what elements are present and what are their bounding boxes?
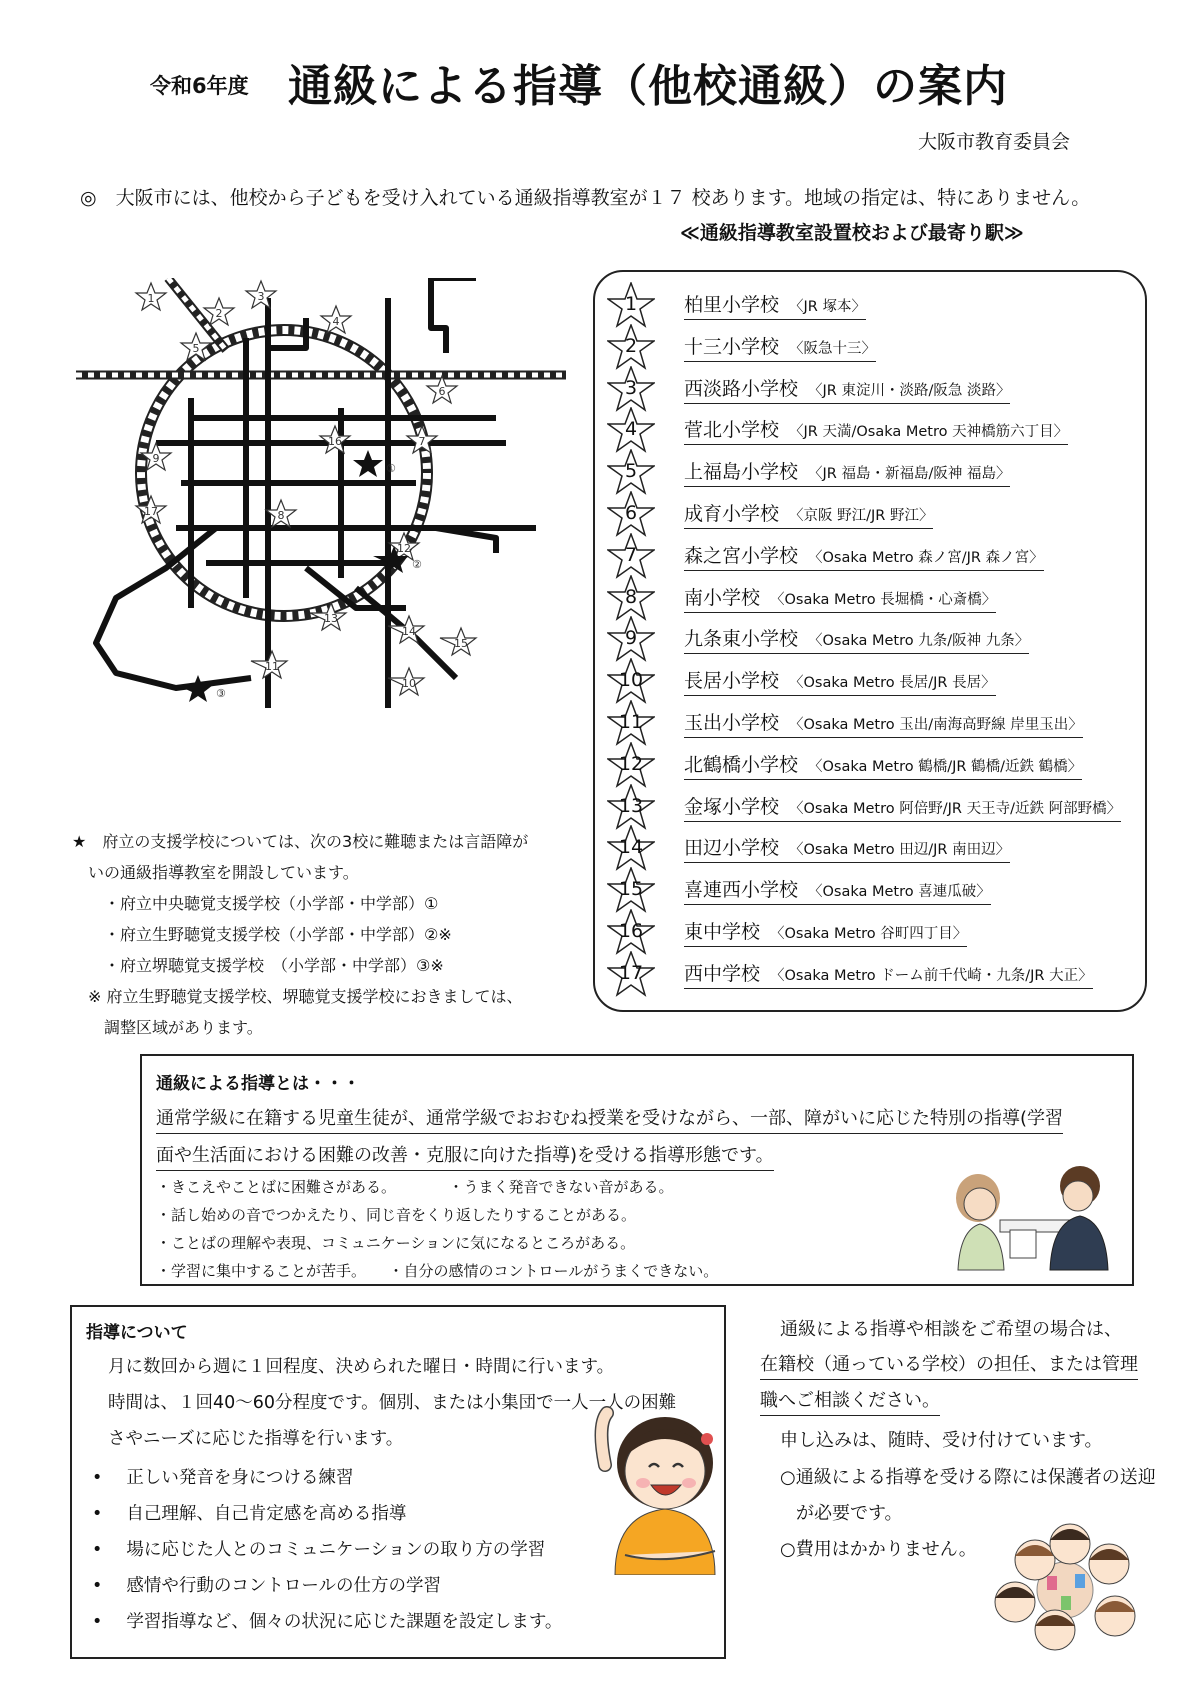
school-number: 16	[618, 920, 644, 942]
map-label-10: 10	[402, 677, 416, 690]
school-name: 長居小学校	[684, 670, 780, 693]
school-station: 〈JR 塚本〉	[789, 299, 866, 315]
school-list	[607, 282, 1137, 1002]
school-entry	[684, 374, 1010, 404]
school-name: 西淡路小学校	[684, 377, 799, 400]
support-note-line: ・府立中央聴覚支援学校（小学部・中学部）①	[72, 894, 439, 913]
school-entry	[684, 624, 1029, 654]
support-mark-2: ②	[412, 558, 422, 571]
school-entry	[684, 959, 1093, 989]
support-note-line: ★ 府立の支援学校については、次の3校に難聴または言語障が	[72, 832, 529, 851]
school-name: 菅北小学校	[684, 419, 780, 442]
school-list-caption: ≪通級指導教室設置校および最寄り駅≫	[680, 222, 1024, 244]
school-station: 〈Osaka Metro 鶴橋/JR 鶴橋/近鉄 鶴橋〉	[808, 758, 1083, 775]
map-label-6: 6	[438, 385, 446, 398]
map-label-1: 1	[147, 292, 155, 305]
guidance-item-text: 自己理解、自己肯定感を高める指導	[126, 1504, 407, 1524]
map-label-12: 12	[397, 542, 411, 555]
map-label-15: 15	[454, 637, 468, 650]
guidance-item: • 学習指導など、個々の状況に応じた課題を設定します。	[92, 1612, 563, 1632]
map-label-11: 11	[265, 660, 279, 673]
intro-text: ◎ 大阪市には、他校から子どもを受け入れている通級指導教室が１７ 校あります。地域の指定は、特にありません。	[80, 187, 1091, 209]
school-number: 14	[618, 836, 644, 859]
contact-line-1: 通級による指導や相談をご希望の場合は、	[780, 1319, 1122, 1340]
contact-line-3: 職へご相談ください。	[760, 1386, 940, 1416]
support-note-line: ・府立生野聴覚支援学校（小学部・中学部）②※	[72, 925, 452, 944]
definition-title: 通級による指導とは・・・	[156, 1074, 360, 1094]
guidance-item-text: 感情や行動のコントロールの仕方の学習	[126, 1576, 441, 1596]
school-number: 2	[624, 334, 638, 357]
contact-line-7: ○費用はかかりません。	[780, 1539, 977, 1560]
school-number: 17	[618, 961, 644, 984]
guidance-item-text: 学習指導など、個々の状況に応じた課題を設定します。	[126, 1612, 563, 1632]
definition-line-2: 面や生活面における困難の改善・克服に向けた指導)を受ける指導形態です。	[156, 1141, 774, 1171]
school-entry	[684, 290, 866, 320]
map-label-2: 2	[215, 307, 223, 320]
map-label-17: 17	[144, 505, 158, 518]
school-station: 〈京阪 野江/JR 野江〉	[789, 508, 934, 524]
school-name: 柏里小学校	[684, 294, 780, 316]
guidance-line: 時間は、１回40～60分程度です。個別、または小集団で一人一人の困難	[108, 1393, 677, 1413]
school-number: 6	[624, 502, 638, 524]
school-entry	[684, 499, 933, 529]
support-mark-1: ①	[386, 462, 396, 475]
school-name: 九条東小学校	[684, 628, 799, 651]
support-school-markers	[177, 450, 409, 702]
school-number: 4	[624, 418, 638, 441]
support-mark-3: ③	[216, 687, 226, 700]
school-number: 10	[618, 669, 644, 692]
school-station: 〈Osaka Metro 長堀橋・心斎橋〉	[770, 591, 997, 608]
school-number: 1	[624, 293, 638, 315]
definition-bullet: ・話し始めの音でつかえたり、同じ音をくり返したりすることがある。	[156, 1206, 637, 1224]
children-circle-illustration	[985, 1520, 1145, 1655]
map-label-4: 4	[332, 315, 340, 328]
school-number: 7	[624, 543, 638, 566]
map-label-9: 9	[152, 452, 160, 465]
support-note-line: ・府立堺聴覚支援学校 （小学部・中学部）③※	[72, 956, 444, 975]
school-map	[76, 278, 576, 778]
school-entry	[684, 833, 1010, 863]
school-number: 5	[624, 460, 638, 483]
school-station: 〈Osaka Metro 玉出/南海高野線 岸里玉出〉	[789, 717, 1083, 733]
school-entry	[684, 875, 991, 905]
school-number: 13	[618, 794, 644, 817]
school-station: 〈JR 天満/Osaka Metro 天神橋筋六丁目〉	[789, 424, 1069, 441]
school-number: 12	[618, 752, 644, 775]
school-entry	[684, 457, 1010, 487]
school-station: 〈Osaka Metro 九条/阪神 九条〉	[808, 633, 1030, 650]
contact-line-5: ○通級による指導を受ける際には保護者の送迎	[780, 1467, 1156, 1488]
school-name: 成育小学校	[684, 503, 780, 525]
school-name: 北鶴橋小学校	[684, 753, 799, 776]
organization-name: 大阪市教育委員会	[918, 131, 1071, 153]
school-name: 上福島小学校	[684, 461, 799, 484]
school-name: 田辺小学校	[684, 837, 780, 860]
page-title: 通級による指導（他校通級）の案内	[288, 61, 1008, 112]
school-entry	[684, 750, 1082, 780]
guidance-title: 指導について	[86, 1323, 188, 1343]
school-station: 〈Osaka Metro 阿倍野/JR 天王寺/近鉄 阿部野橋〉	[789, 800, 1122, 817]
definition-bullet: ・学習に集中することが苦手。 ・自分の感情のコントロールがうまくできない。	[156, 1262, 719, 1280]
map-label-5: 5	[192, 342, 200, 355]
consultation-illustration	[930, 1160, 1120, 1280]
support-note-line: ※ 府立生野聴覚支援学校、堺聴覚支援学校におきましては、	[72, 987, 523, 1006]
school-number: 9	[624, 627, 638, 650]
school-station: 〈JR 福島・新福島/阪神 福島〉	[808, 466, 1011, 483]
school-number: 11	[618, 711, 644, 733]
school-entry	[684, 415, 1068, 445]
school-station: 〈JR 東淀川・淡路/阪急 淡路〉	[808, 382, 1011, 399]
map-label-3: 3	[257, 290, 265, 303]
support-note-line: 調整区域があります。	[72, 1018, 263, 1037]
guidance-item: • 正しい発音を身につける練習	[92, 1468, 354, 1488]
school-entry	[684, 792, 1121, 822]
guidance-line: 月に数回から週に１回程度、決められた曜日・時間に行います。	[108, 1357, 615, 1377]
contact-line-6: が必要です。	[796, 1503, 903, 1524]
school-entry	[684, 917, 967, 947]
contact-line-4: 申し込みは、随時、受け付けています。	[780, 1430, 1103, 1451]
title-prefix: 令和6年度	[150, 74, 249, 98]
school-entry	[684, 666, 996, 696]
map-label-16: 16	[328, 435, 342, 448]
school-entry	[684, 332, 876, 362]
child-illustration	[585, 1405, 735, 1575]
school-station: 〈Osaka Metro 喜連瓜破〉	[808, 884, 991, 901]
guidance-line: さやニーズに応じた指導を行います。	[108, 1429, 404, 1449]
map-label-8: 8	[277, 509, 285, 522]
school-name: 喜連西小学校	[684, 879, 799, 902]
school-station: 〈Osaka Metro 長居/JR 長居〉	[789, 675, 996, 692]
school-name: 十三小学校	[684, 335, 780, 358]
school-number: 8	[624, 585, 638, 608]
map-label-14: 14	[402, 625, 416, 638]
school-station: 〈Osaka Metro 谷町四丁目〉	[770, 926, 968, 942]
school-name: 金塚小学校	[684, 795, 780, 818]
support-note-line: いの通級指導教室を開設しています。	[72, 863, 359, 882]
support-schools-note	[72, 826, 592, 1043]
school-station: 〈Osaka Metro 森ノ宮/JR 森ノ宮〉	[808, 549, 1044, 566]
school-station: 〈Osaka Metro ドーム前千代崎・九条/JR 大正〉	[770, 967, 1093, 984]
guidance-item-text: 場に応じた人とのコミュニケーションの取り方の学習	[126, 1540, 546, 1560]
contact-line-2: 在籍校（通っている学校）の担任、または管理	[760, 1350, 1138, 1380]
school-station: 〈Osaka Metro 田辺/JR 南田辺〉	[789, 842, 1011, 859]
school-entry	[684, 541, 1044, 571]
school-number: 15	[618, 878, 644, 901]
school-name: 玉出小学校	[684, 712, 780, 734]
school-station: 〈阪急十三〉	[789, 340, 877, 357]
guidance-item-text: 正しい発音を身につける練習	[126, 1468, 354, 1488]
definition-bullet: ・きこえやことばに困難さがある。 ・うまく発音できない音がある。	[156, 1178, 674, 1196]
map-label-7: 7	[418, 435, 426, 448]
guidance-item: • 感情や行動のコントロールの仕方の学習	[92, 1576, 441, 1596]
guidance-item: • 場に応じた人とのコミュニケーションの取り方の学習	[92, 1540, 546, 1560]
school-name: 森之宮小学校	[684, 544, 799, 567]
guidance-item: • 自己理解、自己肯定感を高める指導	[92, 1504, 407, 1524]
subway-lines	[96, 278, 536, 708]
definition-bullet: ・ことばの理解や表現、コミュニケーションに気になるところがある。	[156, 1234, 636, 1252]
school-entry	[684, 583, 996, 613]
school-name: 南小学校	[684, 586, 761, 609]
school-name: 西中学校	[684, 962, 761, 985]
school-name: 東中学校	[684, 921, 761, 943]
school-number: 3	[624, 376, 638, 399]
map-label-13: 13	[324, 612, 338, 625]
definition-line-1: 通常学級に在籍する児童生徒が、通常学級でおおむね授業を受けながら、一部、障がいに応じた特別の指導(学習	[156, 1104, 1063, 1134]
school-entry	[684, 708, 1083, 738]
